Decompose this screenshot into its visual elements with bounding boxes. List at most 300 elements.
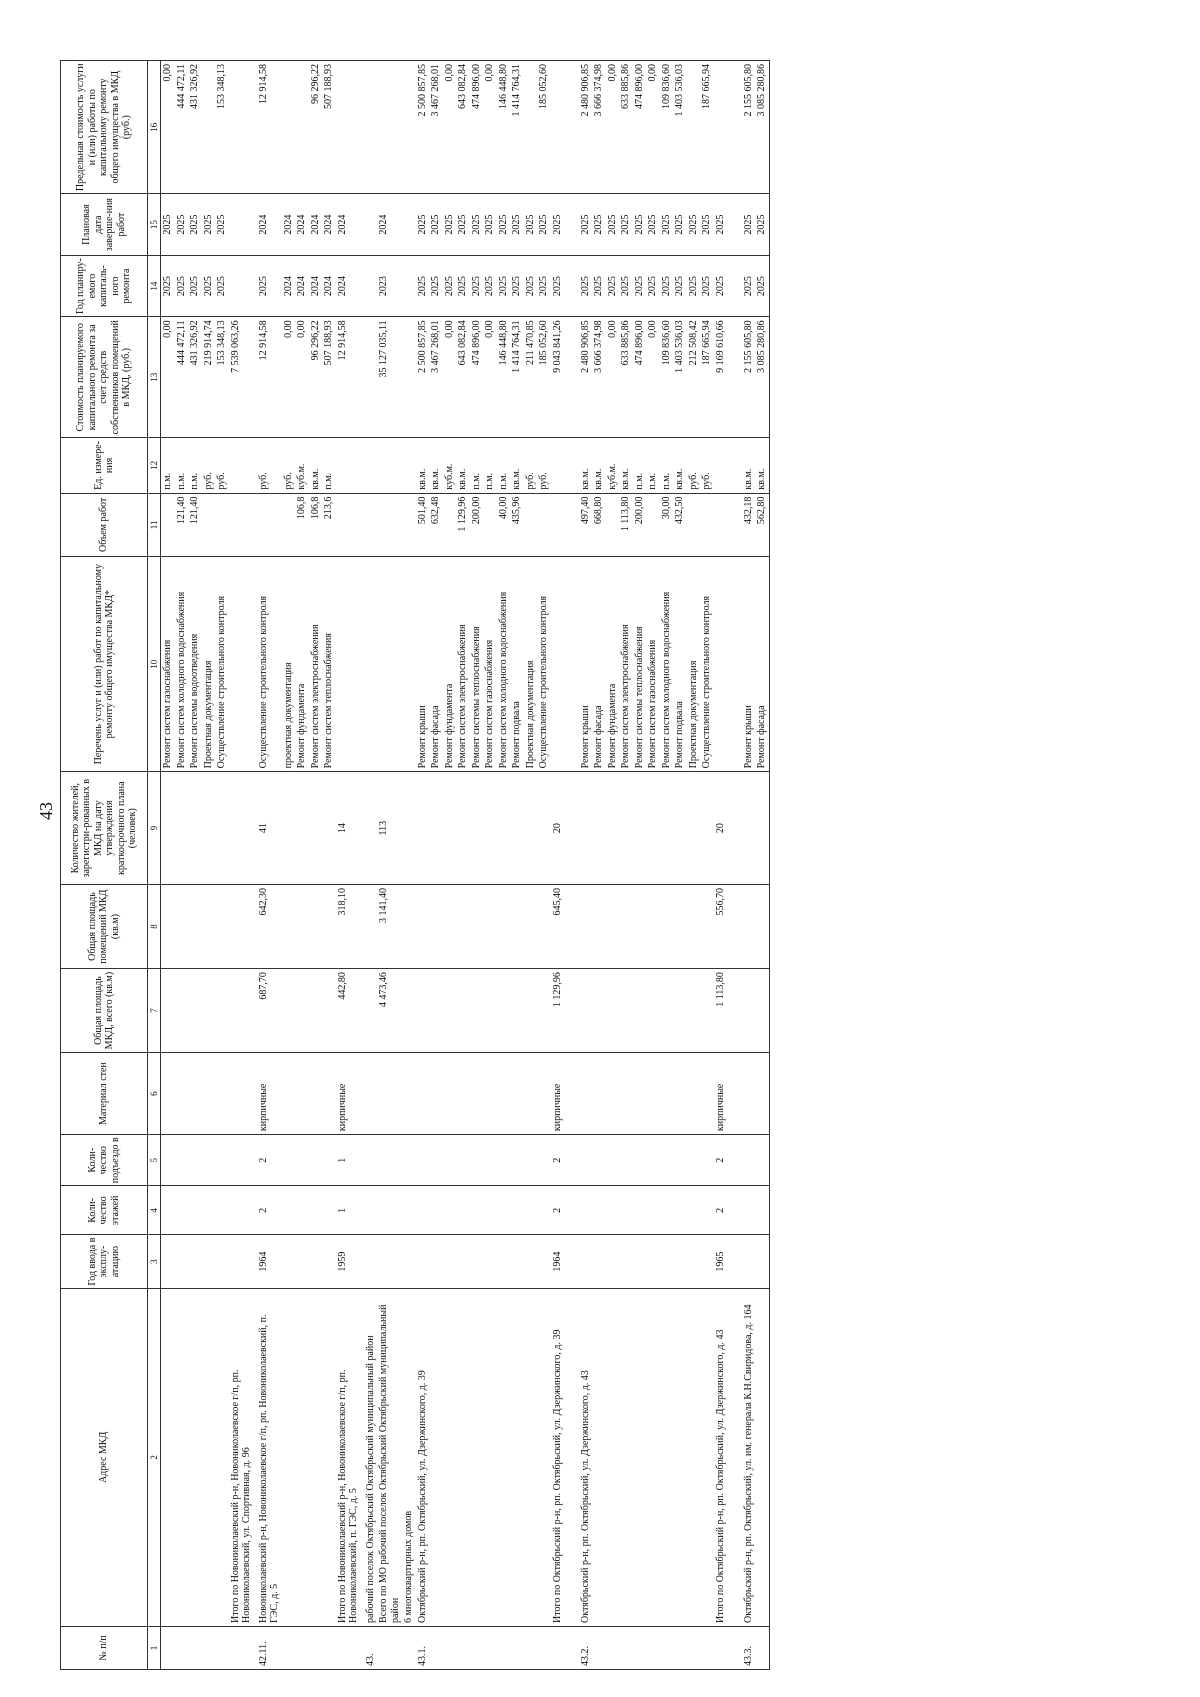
table-row	[714, 61, 742, 1670]
table-cell-col-5	[660, 1135, 674, 1186]
table-cell-col-11: 1 113,80	[619, 493, 633, 557]
table-cell-col-12: п.м.	[470, 438, 484, 493]
table-cell-col-3	[377, 1235, 402, 1288]
table-cell-col-8	[537, 885, 551, 969]
table-cell-col-15: 2024	[309, 194, 323, 255]
table-cell-col-1	[402, 1626, 416, 1669]
table-cell-col-14: 2025	[551, 255, 579, 316]
table-cell-col-4	[619, 1186, 633, 1235]
table-cell-col-2	[282, 1288, 296, 1626]
table-cell-col-1	[646, 1626, 660, 1669]
table-cell-col-9	[364, 772, 378, 885]
column-number: 13	[148, 317, 161, 438]
table-cell-col-16	[364, 61, 378, 194]
table-cell-col-5	[606, 1135, 620, 1186]
table-cell-col-5	[416, 1135, 430, 1186]
table-cell-col-16	[336, 61, 364, 194]
table-cell-col-1	[510, 1626, 524, 1669]
table-cell-col-4	[537, 1186, 551, 1235]
table-cell-col-1	[497, 1626, 511, 1669]
table-cell-col-11	[377, 493, 402, 557]
table-cell-col-3	[742, 1235, 756, 1288]
table-cell-col-1	[714, 1626, 742, 1669]
table-cell-col-16: 2 480 906,85	[579, 61, 593, 194]
table-cell-col-3	[660, 1235, 674, 1288]
column-header: Ед. измере-ния	[61, 438, 148, 493]
table-cell-col-10: Ремонт систем газоснабжения	[161, 557, 175, 772]
table-cell-col-11	[257, 493, 282, 557]
table-cell-col-1	[551, 1626, 579, 1669]
table-cell-col-5: 2	[257, 1135, 282, 1186]
table-cell-col-15: 2025	[700, 194, 714, 255]
table-cell-col-4	[443, 1186, 457, 1235]
table-cell-col-14: 2025	[161, 255, 175, 316]
table-cell-col-13: 2 155 605,80	[742, 317, 756, 438]
table-cell-col-8	[673, 885, 687, 969]
column-header: Коли-чество этажей	[61, 1186, 148, 1235]
table-cell-col-9	[161, 772, 175, 885]
table-cell-col-4	[229, 1186, 257, 1235]
table-cell-col-1	[483, 1626, 497, 1669]
table-cell-col-8	[282, 885, 296, 969]
table-cell-col-12: руб.	[202, 438, 216, 493]
table-cell-col-14: 2024	[309, 255, 323, 316]
column-header: Год планиру-емого капиталь-ного ремонта	[61, 255, 148, 316]
table-row	[377, 61, 402, 1670]
table-cell-col-9	[606, 772, 620, 885]
table-cell-col-12: п.м.	[660, 438, 674, 493]
table-cell-col-5	[377, 1135, 402, 1186]
column-header: Перечень услуг и (или) работ по капитальному ремонту общего имущества МКД*	[61, 557, 148, 772]
table-cell-col-6: кирпичные	[336, 1053, 364, 1135]
table-cell-col-4	[660, 1186, 674, 1235]
table-cell-col-8	[606, 885, 620, 969]
table-cell-col-10: Осуществление строительного контроля	[700, 557, 714, 772]
table-cell-col-12: руб.	[282, 438, 296, 493]
table-cell-col-16	[282, 61, 296, 194]
table-cell-col-3	[633, 1235, 647, 1288]
table-cell-col-9	[429, 772, 443, 885]
table-row	[188, 61, 202, 1670]
table-cell-col-2	[443, 1288, 457, 1626]
table-cell-col-13: 0,00	[295, 317, 309, 438]
table-cell-col-15: 2024	[336, 194, 364, 255]
table-cell-col-8	[188, 885, 202, 969]
table-cell-col-11	[714, 493, 742, 557]
table-row	[497, 61, 511, 1670]
table-cell-col-10: проектная документация	[282, 557, 296, 772]
table-row	[606, 61, 620, 1670]
table-cell-col-12: куб.м.	[606, 438, 620, 493]
table-cell-col-10: Осуществление строительного контроля	[215, 557, 229, 772]
table-cell-col-16: 2 155 605,80	[742, 61, 756, 194]
table-row	[336, 61, 364, 1670]
table-cell-col-15: 2025	[606, 194, 620, 255]
table-cell-col-1	[295, 1626, 309, 1669]
table-cell-col-10	[402, 557, 416, 772]
table-cell-col-9	[295, 772, 309, 885]
table-cell-col-14	[402, 255, 416, 316]
table-cell-col-12: п.м.	[188, 438, 202, 493]
repair-plan-table	[60, 60, 770, 1670]
column-header: № п/п	[61, 1626, 148, 1669]
table-cell-col-1	[606, 1626, 620, 1669]
table-cell-col-14: 2025	[483, 255, 497, 316]
table-cell-col-12: п.м.	[646, 438, 660, 493]
table-cell-col-13: 633 885,86	[619, 317, 633, 438]
table-cell-col-3	[429, 1235, 443, 1288]
table-cell-col-4	[188, 1186, 202, 1235]
table-cell-col-10: Ремонт систем холодного водоснабжения	[660, 557, 674, 772]
table-cell-col-12: руб.	[215, 438, 229, 493]
table-row	[364, 61, 378, 1670]
table-cell-col-1	[377, 1626, 402, 1669]
table-cell-col-12: кв.м.	[429, 438, 443, 493]
table-cell-col-2	[619, 1288, 633, 1626]
table-cell-col-6	[687, 1053, 701, 1135]
column-number: 8	[148, 885, 161, 969]
table-cell-col-2	[322, 1288, 336, 1626]
table-row	[229, 61, 257, 1670]
table-cell-col-2	[755, 1288, 769, 1626]
table-cell-col-8	[755, 885, 769, 969]
table-cell-col-16: 444 472,11	[175, 61, 189, 194]
table-cell-col-9	[229, 772, 257, 885]
table-cell-col-11	[364, 493, 378, 557]
table-cell-col-12: руб.	[524, 438, 538, 493]
column-number: 10	[148, 557, 161, 772]
table-cell-col-10: Осуществление строительного контроля	[257, 557, 282, 772]
table-cell-col-12: кв.м.	[755, 438, 769, 493]
table-cell-col-15: 2025	[456, 194, 470, 255]
table-cell-col-10: Ремонт фасада	[429, 557, 443, 772]
table-row	[257, 61, 282, 1670]
table-cell-col-9	[633, 772, 647, 885]
table-cell-col-12: п.м.	[161, 438, 175, 493]
table-cell-col-14: 2025	[742, 255, 756, 316]
table-row	[592, 61, 606, 1670]
table-cell-col-4	[606, 1186, 620, 1235]
table-cell-col-2	[606, 1288, 620, 1626]
table-cell-col-4	[364, 1186, 378, 1235]
table-cell-col-2	[202, 1288, 216, 1626]
table-cell-col-9	[470, 772, 484, 885]
table-cell-col-5	[215, 1135, 229, 1186]
table-cell-col-3	[619, 1235, 633, 1288]
table-cell-col-12: кв.м.	[673, 438, 687, 493]
table-cell-col-9	[660, 772, 674, 885]
table-cell-col-11: 121,40	[175, 493, 189, 557]
table-cell-col-4: 1	[336, 1186, 364, 1235]
table-cell-col-13	[364, 317, 378, 438]
table-cell-col-4	[579, 1186, 593, 1235]
table-cell-col-3	[646, 1235, 660, 1288]
table-cell-col-3	[402, 1235, 416, 1288]
column-number: 4	[148, 1186, 161, 1235]
table-cell-col-7	[742, 969, 756, 1053]
table-cell-col-3	[510, 1235, 524, 1288]
table-cell-col-10: Ремонт систем электроснабжения	[456, 557, 470, 772]
table-cell-col-8: 556,70	[714, 885, 742, 969]
table-cell-col-7: 1 129,96	[551, 969, 579, 1053]
table-row	[700, 61, 714, 1670]
table-cell-col-7	[537, 969, 551, 1053]
table-cell-col-12: кв.м.	[742, 438, 756, 493]
table-cell-col-15: 2025	[443, 194, 457, 255]
table-cell-col-1	[336, 1626, 364, 1669]
table-cell-col-8	[161, 885, 175, 969]
table-cell-col-13: 0,00	[443, 317, 457, 438]
table-cell-col-7	[660, 969, 674, 1053]
table-cell-col-3	[202, 1235, 216, 1288]
table-cell-col-4	[161, 1186, 175, 1235]
table-cell-col-5	[161, 1135, 175, 1186]
table-cell-col-10: Проектная документация	[524, 557, 538, 772]
table-cell-col-10: Ремонт крыши	[579, 557, 593, 772]
table-cell-col-5	[537, 1135, 551, 1186]
table-cell-col-6	[429, 1053, 443, 1135]
table-cell-col-8	[524, 885, 538, 969]
table-cell-col-13: 431 326,92	[188, 317, 202, 438]
table-cell-col-6	[510, 1053, 524, 1135]
table-cell-col-8	[309, 885, 323, 969]
table-cell-col-8: 3 141,40	[377, 885, 402, 969]
table-cell-col-6	[322, 1053, 336, 1135]
table-cell-col-8	[429, 885, 443, 969]
table-cell-col-15: 2025	[161, 194, 175, 255]
table-cell-col-2: рабочий поселок Октябрьский Октябрьский муниципальный район	[364, 1288, 378, 1626]
table-cell-col-4	[673, 1186, 687, 1235]
table-cell-col-8	[633, 885, 647, 969]
table-cell-col-14: 2025	[470, 255, 484, 316]
table-cell-col-7	[322, 969, 336, 1053]
table-cell-col-8	[295, 885, 309, 969]
table-cell-col-15: 2025	[579, 194, 593, 255]
column-number: 6	[148, 1053, 161, 1135]
table-cell-col-16: 431 326,92	[188, 61, 202, 194]
table-cell-col-9	[402, 772, 416, 885]
table-cell-col-8: 642,30	[257, 885, 282, 969]
table-cell-col-4	[510, 1186, 524, 1235]
table-row	[619, 61, 633, 1670]
table-cell-col-3	[229, 1235, 257, 1288]
table-body	[161, 61, 770, 1670]
table-cell-col-5: 2	[714, 1135, 742, 1186]
table-cell-col-4	[215, 1186, 229, 1235]
table-cell-col-2	[215, 1288, 229, 1626]
table-cell-col-1	[619, 1626, 633, 1669]
table-cell-col-3	[416, 1235, 430, 1288]
table-cell-col-15: 2025	[714, 194, 742, 255]
table-cell-col-7: 4 473,46	[377, 969, 402, 1053]
table-cell-col-9	[619, 772, 633, 885]
table-cell-col-1	[700, 1626, 714, 1669]
table-cell-col-12	[402, 438, 416, 493]
table-row	[282, 61, 296, 1670]
table-cell-col-2	[687, 1288, 701, 1626]
table-cell-col-12: руб.	[700, 438, 714, 493]
table-cell-col-14: 2025	[175, 255, 189, 316]
table-row	[175, 61, 189, 1670]
table-cell-col-10: Ремонт фасада	[592, 557, 606, 772]
table-cell-col-1	[322, 1626, 336, 1669]
table-cell-col-16: 153 348,13	[215, 61, 229, 194]
table-cell-col-14: 2025	[215, 255, 229, 316]
table-cell-col-11: 632,48	[429, 493, 443, 557]
table-cell-col-6	[202, 1053, 216, 1135]
table-cell-col-16: 633 885,86	[619, 61, 633, 194]
table-row	[215, 61, 229, 1670]
table-cell-col-2	[592, 1288, 606, 1626]
table-cell-col-16: 0,00	[443, 61, 457, 194]
table-cell-col-5	[700, 1135, 714, 1186]
table-cell-col-8	[660, 885, 674, 969]
table-cell-col-6	[456, 1053, 470, 1135]
table-cell-col-1: 42.11.	[257, 1626, 282, 1669]
column-number: 15	[148, 194, 161, 255]
table-cell-col-6	[742, 1053, 756, 1135]
table-cell-col-3	[309, 1235, 323, 1288]
column-header: Количество жителей, зарегистри-рованных в МКД на дату утверждения краткосрочного плана (человек)	[61, 772, 148, 885]
table-cell-col-1: 43.3.	[742, 1626, 756, 1669]
table-cell-col-10: Ремонт систем холодного водоснабжения	[497, 557, 511, 772]
table-cell-col-3	[497, 1235, 511, 1288]
table-cell-col-4	[202, 1186, 216, 1235]
table-cell-col-15: 2025	[537, 194, 551, 255]
table-cell-col-13: 0,00	[282, 317, 296, 438]
table-cell-col-11	[402, 493, 416, 557]
table-cell-col-5	[188, 1135, 202, 1186]
table-cell-col-3	[364, 1235, 378, 1288]
table-cell-col-3	[483, 1235, 497, 1288]
table-cell-col-8	[456, 885, 470, 969]
table-cell-col-15: 2025	[202, 194, 216, 255]
table-cell-col-2: Октябрьский р-н, рп. Октябрьский, ул. им. генерала К.Н.Свиридова, д. 164	[742, 1288, 756, 1626]
table-cell-col-3	[606, 1235, 620, 1288]
table-cell-col-12: п.м.	[175, 438, 189, 493]
table-cell-col-8	[202, 885, 216, 969]
table-cell-col-1	[429, 1626, 443, 1669]
table-cell-col-13: 3 467 268,01	[429, 317, 443, 438]
table-cell-col-4	[282, 1186, 296, 1235]
table-cell-col-15: 2025	[215, 194, 229, 255]
table-cell-col-13: 185 052,60	[537, 317, 551, 438]
table-cell-col-6	[282, 1053, 296, 1135]
table-cell-col-11	[161, 493, 175, 557]
table-cell-col-8	[364, 885, 378, 969]
column-number: 9	[148, 772, 161, 885]
table-cell-col-15: 2025	[429, 194, 443, 255]
table-cell-col-3	[524, 1235, 538, 1288]
table-cell-col-7	[619, 969, 633, 1053]
table-cell-col-1	[202, 1626, 216, 1669]
table-row	[755, 61, 769, 1670]
table-cell-col-8	[402, 885, 416, 969]
table-cell-col-10: Ремонт систем электроснабжения	[619, 557, 633, 772]
table-cell-col-10	[336, 557, 364, 772]
table-cell-col-6	[188, 1053, 202, 1135]
table-cell-col-10: Ремонт систем холодного водоснабжения	[175, 557, 189, 772]
table-cell-col-1	[215, 1626, 229, 1669]
table-row	[579, 61, 593, 1670]
table-row	[646, 61, 660, 1670]
table-cell-col-15: 2025	[673, 194, 687, 255]
table-cell-col-8	[619, 885, 633, 969]
table-cell-col-11: 432,50	[673, 493, 687, 557]
table-cell-col-11	[202, 493, 216, 557]
table-cell-col-7: 687,70	[257, 969, 282, 1053]
table-cell-col-14: 2024	[336, 255, 364, 316]
table-cell-col-9	[700, 772, 714, 885]
table-cell-col-4	[377, 1186, 402, 1235]
table-cell-col-9	[673, 772, 687, 885]
table-cell-col-6: кирпичные	[714, 1053, 742, 1135]
table-cell-col-13: 96 296,22	[309, 317, 323, 438]
table-cell-col-3	[687, 1235, 701, 1288]
column-number: 5	[148, 1135, 161, 1186]
column-header: Коли-чество подъездо в	[61, 1135, 148, 1186]
table-cell-col-14: 2025	[700, 255, 714, 316]
table-cell-col-16: 3 467 268,01	[429, 61, 443, 194]
table-cell-col-5	[282, 1135, 296, 1186]
table-cell-col-2: Новониколаевский р-н, Новониколаевское г/п, рп. Новониколаевский, п. ГЭС, д. 5	[257, 1288, 282, 1626]
table-cell-col-14: 2025	[579, 255, 593, 316]
table-cell-col-11: 200,00	[633, 493, 647, 557]
table-cell-col-6	[402, 1053, 416, 1135]
table-cell-col-14: 2025	[714, 255, 742, 316]
table-cell-col-2: Итого по Октябрьский р-н, рп. Октябрьский, ул. Дзержинского, д. 39	[551, 1288, 579, 1626]
table-cell-col-2	[161, 1288, 175, 1626]
table-cell-col-4	[175, 1186, 189, 1235]
table-cell-col-13: 1 403 536,03	[673, 317, 687, 438]
table-cell-col-7	[592, 969, 606, 1053]
table-cell-col-11: 30,00	[660, 493, 674, 557]
table-cell-col-10	[364, 557, 378, 772]
table-cell-col-11	[687, 493, 701, 557]
table-cell-col-7	[364, 969, 378, 1053]
table-cell-col-10: Ремонт фасада	[755, 557, 769, 772]
table-cell-col-11	[282, 493, 296, 557]
column-header: Предельная стоимость услуги и (или) работы по капитальному ремонту общего имущества в МКД (руб.)	[61, 61, 148, 194]
table-cell-col-13: 0,00	[161, 317, 175, 438]
table-cell-col-7	[443, 969, 457, 1053]
table-row	[295, 61, 309, 1670]
table-cell-col-15: 2025	[742, 194, 756, 255]
table-cell-col-9	[309, 772, 323, 885]
table-cell-col-5: 2	[551, 1135, 579, 1186]
table-cell-col-12: кв.м.	[309, 438, 323, 493]
table-cell-col-6: кирпичные	[257, 1053, 282, 1135]
table-cell-col-6	[497, 1053, 511, 1135]
table-cell-col-14: 2025	[510, 255, 524, 316]
table-cell-col-16: 507 188,93	[322, 61, 336, 194]
table-cell-col-1	[229, 1626, 257, 1669]
table-cell-col-3	[456, 1235, 470, 1288]
table-cell-col-9	[687, 772, 701, 885]
table-cell-col-9	[416, 772, 430, 885]
table-cell-col-5	[322, 1135, 336, 1186]
table-cell-col-2	[660, 1288, 674, 1626]
table-cell-col-6	[161, 1053, 175, 1135]
table-cell-col-9: 20	[551, 772, 579, 885]
table-cell-col-11	[215, 493, 229, 557]
table-cell-col-12	[714, 438, 742, 493]
table-cell-col-10: Проектная документация	[687, 557, 701, 772]
table-cell-col-7	[215, 969, 229, 1053]
table-cell-col-13: 0,00	[606, 317, 620, 438]
table-cell-col-5	[295, 1135, 309, 1186]
table-row	[660, 61, 674, 1670]
